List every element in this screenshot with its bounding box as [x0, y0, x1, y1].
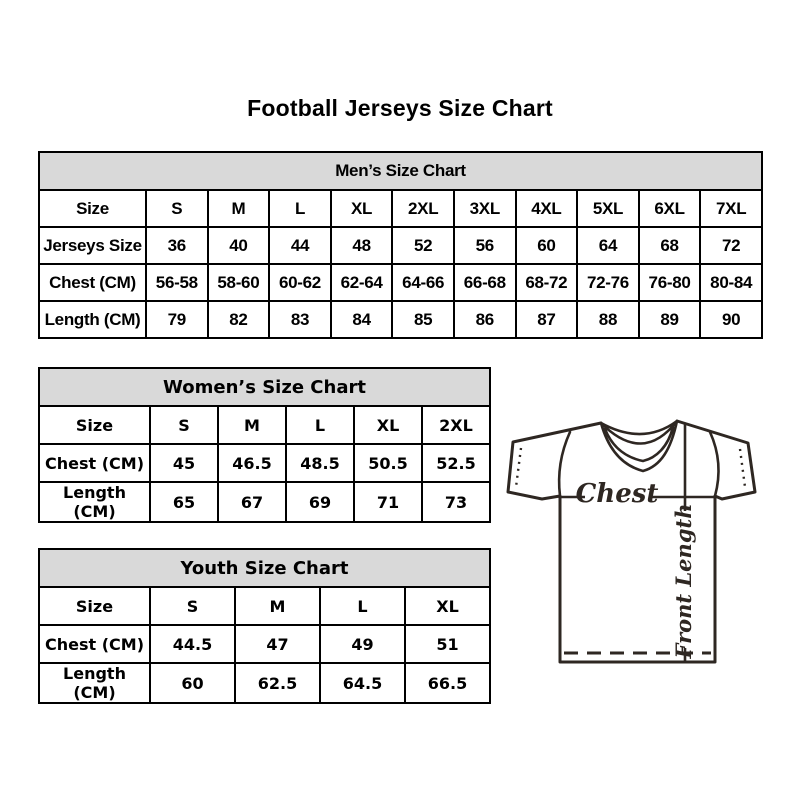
table-title-row	[39, 549, 490, 587]
table-cell: 64.5	[320, 663, 405, 703]
collar-outline	[601, 421, 677, 471]
womens-size-table	[38, 367, 491, 523]
table-cell: 2XL	[392, 190, 454, 227]
row-header: Length (CM)	[39, 663, 150, 703]
table-title-row	[39, 368, 490, 406]
table-cell: 50.5	[354, 444, 422, 482]
table-cell: 47	[235, 625, 320, 663]
table-cell: 48	[331, 227, 393, 264]
table-cell: 4XL	[516, 190, 578, 227]
right-armhole-seam	[710, 432, 719, 496]
table-cell: 72	[700, 227, 762, 264]
table-cell: 86	[454, 301, 516, 338]
table-cell: M	[235, 587, 320, 625]
table-cell: 89	[639, 301, 701, 338]
table-cell: 44.5	[150, 625, 235, 663]
table-row	[39, 482, 490, 522]
table-cell: S	[150, 406, 218, 444]
row-header: Length (CM)	[39, 301, 146, 338]
jersey-measurement-diagram	[500, 405, 780, 685]
table-cell: 7XL	[700, 190, 762, 227]
table-cell: 66.5	[405, 663, 490, 703]
table-cell: 69	[286, 482, 354, 522]
row-header: Length (CM)	[39, 482, 150, 522]
table-cell: XL	[354, 406, 422, 444]
row-header: Chest (CM)	[39, 264, 146, 301]
table-cell: 51	[405, 625, 490, 663]
table-cell: 80-84	[700, 264, 762, 301]
table-cell: 40	[208, 227, 270, 264]
table-cell: 73	[422, 482, 490, 522]
table-cell: 82	[208, 301, 270, 338]
table-title: Youth Size Chart	[39, 549, 490, 587]
table-cell: 64	[577, 227, 639, 264]
table-cell: 87	[516, 301, 578, 338]
table-cell: 88	[577, 301, 639, 338]
front-length-label: Front Length	[671, 503, 696, 659]
table-cell: 64-66	[392, 264, 454, 301]
table-title-row	[39, 152, 762, 190]
table-cell: 62-64	[331, 264, 393, 301]
table-cell: 79	[146, 301, 208, 338]
row-header: Size	[39, 190, 146, 227]
table-cell: 72-76	[577, 264, 639, 301]
table-row	[39, 444, 490, 482]
table-row	[39, 406, 490, 444]
table-cell: 3XL	[454, 190, 516, 227]
table-cell: 44	[269, 227, 331, 264]
chest-label: Chest	[575, 479, 659, 509]
table-cell: 58-60	[208, 264, 270, 301]
table-cell: M	[218, 406, 286, 444]
table-cell: 52	[392, 227, 454, 264]
table-row	[39, 625, 490, 663]
table-cell: L	[269, 190, 331, 227]
left-armhole-seam	[559, 432, 570, 496]
mens-size-table	[38, 151, 763, 339]
table-row	[39, 663, 490, 703]
page-title: Football Jerseys Size Chart	[247, 95, 553, 121]
table-cell: 56-58	[146, 264, 208, 301]
row-header: Size	[39, 587, 150, 625]
table-cell: 65	[150, 482, 218, 522]
table-cell: 45	[150, 444, 218, 482]
table-cell: 85	[392, 301, 454, 338]
table-row	[39, 227, 762, 264]
table-cell: M	[208, 190, 270, 227]
table-cell: 2XL	[422, 406, 490, 444]
table-cell: 46.5	[218, 444, 286, 482]
table-cell: L	[286, 406, 354, 444]
table-row	[39, 264, 762, 301]
table-row	[39, 301, 762, 338]
table-cell: 84	[331, 301, 393, 338]
table-title: Men’s Size Chart	[39, 152, 762, 190]
row-header: Jerseys Size	[39, 227, 146, 264]
row-header: Size	[39, 406, 150, 444]
row-header: Chest (CM)	[39, 625, 150, 663]
table-cell: 6XL	[639, 190, 701, 227]
table-cell: 5XL	[577, 190, 639, 227]
table-row	[39, 190, 762, 227]
table-row	[39, 587, 490, 625]
table-cell: S	[150, 587, 235, 625]
table-cell: 83	[269, 301, 331, 338]
table-cell: 67	[218, 482, 286, 522]
table-cell: 60-62	[269, 264, 331, 301]
table-cell: S	[146, 190, 208, 227]
table-cell: L	[320, 587, 405, 625]
table-cell: 68-72	[516, 264, 578, 301]
table-cell: 49	[320, 625, 405, 663]
row-header: Chest (CM)	[39, 444, 150, 482]
table-cell: 90	[700, 301, 762, 338]
table-cell: 60	[150, 663, 235, 703]
left-cuff-stitch	[516, 448, 521, 487]
table-title: Women’s Size Chart	[39, 368, 490, 406]
table-cell: 76-80	[639, 264, 701, 301]
table-cell: 52.5	[422, 444, 490, 482]
right-cuff-stitch	[740, 449, 745, 487]
table-cell: 60	[516, 227, 578, 264]
table-cell: 71	[354, 482, 422, 522]
table-cell: 62.5	[235, 663, 320, 703]
table-cell: XL	[331, 190, 393, 227]
table-cell: 56	[454, 227, 516, 264]
table-cell: 48.5	[286, 444, 354, 482]
table-cell: 68	[639, 227, 701, 264]
table-cell: XL	[405, 587, 490, 625]
table-cell: 66-68	[454, 264, 516, 301]
youth-size-table	[38, 548, 491, 704]
table-cell: 36	[146, 227, 208, 264]
